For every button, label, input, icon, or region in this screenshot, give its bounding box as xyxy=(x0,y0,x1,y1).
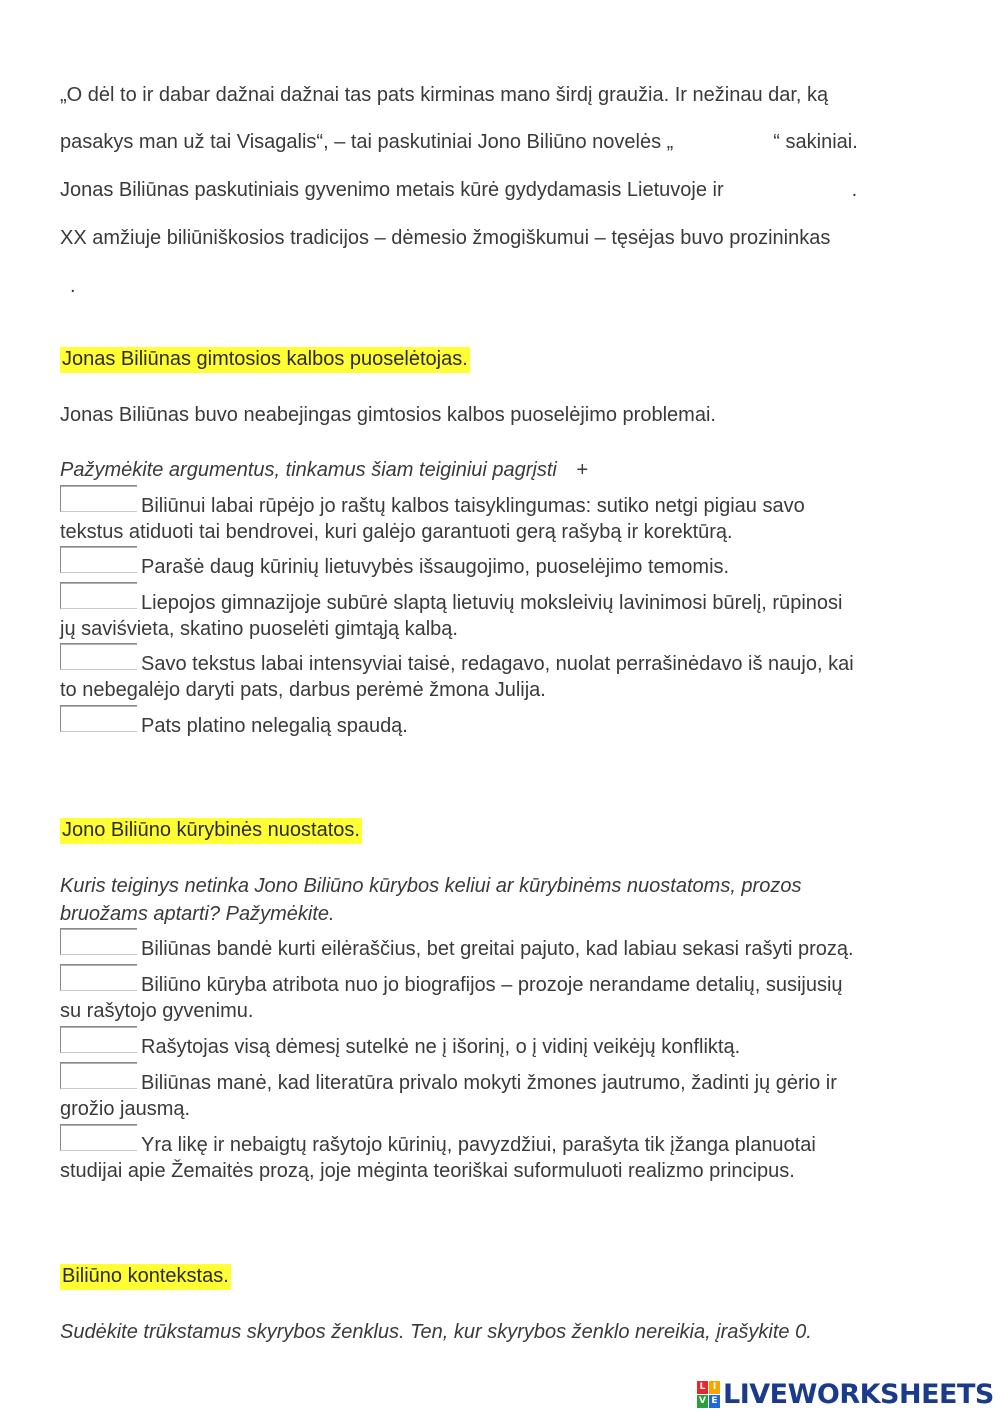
s1-option-4-line-1: Savo tekstus labai intensyviai taisė, redagavo, nuolat perrašinėdavo iš naujo, kai xyxy=(141,653,854,675)
intro-line-2 xyxy=(60,131,858,154)
s1-option-5 xyxy=(60,713,960,739)
s2-option-3-line-1: Rašytojas visą dėmesį sutelkė ne į išorinį, o į vidinį veikėjų konfliktą. xyxy=(141,1036,741,1058)
section-3-instruction: Sudėkite trūkstamus skyrybos ženklus. Ten, kur skyrybos ženklo nereikia, įrašykite 0. xyxy=(60,1321,812,1343)
intro-line-3-text-a: Jonas Biliūnas paskutiniais gyvenimo metais kūrė gydydamasis Lietuvoje ir xyxy=(60,179,724,201)
s1-option-1 xyxy=(60,493,960,545)
intro-line-3 xyxy=(60,179,857,202)
s2-option-4-line-2: grožio jausmą. xyxy=(60,1098,191,1120)
logo-letter-i: I xyxy=(709,1381,720,1394)
s1-option-1-line-1: Biliūnui labai rūpėjo jo raštų kalbos taisyklingumas: sutiko netgi pigiau savo xyxy=(141,495,805,517)
logo-letter-e: E xyxy=(709,1395,720,1408)
s1-option-5-line-1: Pats platino nelegalią spaudą. xyxy=(141,715,408,737)
s2-option-1-line-1: Biliūnas bandė kurti eilėraščius, bet greitai pajuto, kad labiau sekasi rašyti prozą. xyxy=(141,938,854,960)
liveworksheets-logo xyxy=(697,1376,994,1412)
section-1-instruction xyxy=(60,456,588,484)
logo-letter-v: V xyxy=(697,1395,708,1408)
intro-line-2-text-b: “ sakiniai. xyxy=(773,131,858,153)
section-1-instruction-text: Pažymėkite argumentus, tinkamus šiam teiginiui pagrįsti xyxy=(60,459,557,481)
s2-option-2 xyxy=(60,972,960,1024)
s1-option-4 xyxy=(60,651,960,703)
section-2-heading: Jono Biliūno kūrybinės nuostatos. xyxy=(60,818,362,844)
s1-option-2 xyxy=(60,554,960,580)
liveworksheets-logo-text: LIVEWORKSHEETS xyxy=(723,1378,994,1410)
intro-line-4: XX amžiuje biliūniškosios tradicijos – dėmesio žmogiškumui – tęsėjas buvo prozininkas xyxy=(60,227,831,249)
s2-option-2-line-1: Biliūno kūryba atribota nuo jo biografijos – prozoje nerandame detalių, susijusių xyxy=(141,974,843,996)
intro-line-2-text-a: pasakys man už tai Visagalis“, – tai paskutiniai Jono Biliūno novelės „ xyxy=(60,131,674,153)
section-2-instruction xyxy=(60,872,960,928)
intro-line-1: „O dėl to ir dabar dažnai dažnai tas pats kirminas mano širdį graužia. Ir nežinau dar, ką xyxy=(60,84,829,106)
intro-line-3-text-b: . xyxy=(851,179,858,201)
s2-option-5 xyxy=(60,1132,960,1184)
s1-option-1-line-2: tekstus atiduoti tai bendrovei, kuri galėjo garantuoti gerą rašybą ir korektūrą. xyxy=(60,521,733,543)
s2-option-5-line-1: Yra likę ir nebaigtų rašytojo kūrinių, pavyzdžiui, parašyta tik įžanga planuotai xyxy=(141,1134,816,1156)
s2-option-5-line-2: studijai apie Žemaitės prozą, joje mėginta teoriškai suformuluoti realizmo principus. xyxy=(60,1160,795,1182)
s2-option-1 xyxy=(60,936,960,962)
s1-option-3-line-1: Liepojos gimnazijoje subūrė slaptą lietuvių moksleivių lavinimosi būrelį, rūpinosi xyxy=(141,592,843,614)
s1-option-2-line-1: Parašė daug kūrinių lietuvybės išsaugojimo, puoselėjimo temomis. xyxy=(141,556,730,578)
s1-option-3 xyxy=(60,590,960,642)
s2-option-4-line-1: Biliūnas manė, kad literatūra privalo mokyti žmones jautrumo, žadinti jų gėrio ir xyxy=(141,1072,837,1094)
s2-option-2-line-2: su rašytojo gyvenimu. xyxy=(60,1000,254,1022)
section-1-heading: Jonas Biliūnas gimtosios kalbos puoselėtojas. xyxy=(60,347,470,373)
logo-letter-l: L xyxy=(697,1381,708,1394)
intro-line-5 xyxy=(60,275,76,298)
s2-option-4 xyxy=(60,1070,960,1122)
section-2-instruction-line-2: bruožams aptarti? Pažymėkite. xyxy=(60,903,335,925)
section-1-statement: Jonas Biliūnas buvo neabejingas gimtosios kalbos puoselėjimo problemai. xyxy=(60,404,716,426)
s1-option-4-line-2: to nebegalėjo daryti pats, darbus perėmė žmona Julija. xyxy=(60,679,546,701)
section-2-instruction-line-1: Kuris teiginys netinka Jono Biliūno kūrybos keliui ar kūrybinėms nuostatoms, prozos xyxy=(60,875,802,897)
s1-option-3-line-2: jų saviśvieta, skatino puoselėti gimtąją kalbą. xyxy=(60,618,458,640)
s2-option-3 xyxy=(60,1034,960,1060)
plus-icon: + xyxy=(576,459,589,481)
section-3-heading: Biliūno kontekstas. xyxy=(60,1264,231,1290)
intro-line-5-text: . xyxy=(70,275,76,297)
liveworksheets-logo-mark xyxy=(697,1381,720,1408)
